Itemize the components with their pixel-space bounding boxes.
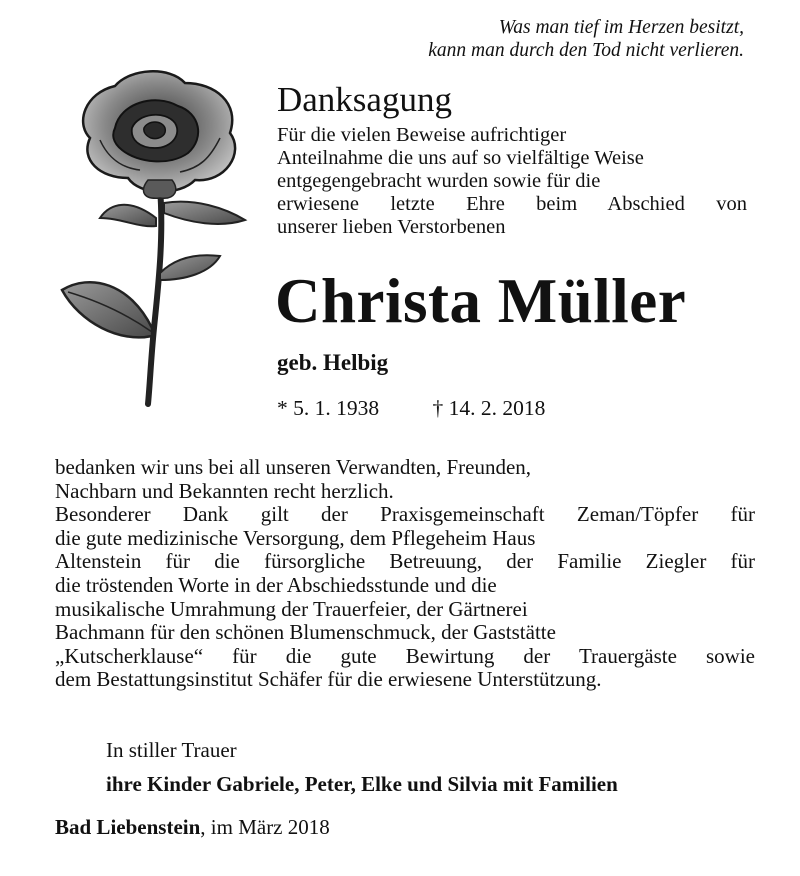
place-and-date bbox=[55, 815, 330, 840]
body-line: Bachmann für den schönen Blumenschmuck, der Gaststätte bbox=[55, 620, 556, 645]
body-line: die gute medizinische Versorgung, dem Pflegeheim Haus bbox=[55, 525, 536, 550]
body-line: die tröstenden Worte in der Abschiedsstunde und die bbox=[55, 572, 497, 597]
place-date: , im März 2018 bbox=[200, 815, 330, 839]
mourning-family: ihre Kinder Gabriele, Peter, Elke und Silvia mit Familien bbox=[106, 772, 618, 796]
intro-line: Für die vielen Beweise aufrichtiger bbox=[277, 124, 567, 146]
intro-line: entgegengebracht wurden sowie für die bbox=[277, 170, 601, 192]
motto-line: kann man durch den Tod nicht verlieren. bbox=[428, 40, 744, 61]
maiden-name: geb. Helbig bbox=[277, 350, 389, 375]
intro-line: Anteilnahme die uns auf so vielfältige Weise bbox=[277, 147, 644, 169]
body-line: Nachbarn und Bekannten recht herzlich. bbox=[55, 478, 394, 503]
intro-text bbox=[277, 124, 747, 239]
motto-quote bbox=[324, 16, 744, 62]
motto-line: Was man tief im Herzen besitzt, bbox=[498, 17, 744, 38]
place-town: Bad Liebenstein bbox=[55, 815, 201, 839]
mourning-label: In stiller Trauer bbox=[106, 738, 237, 762]
body-line: musikalische Umrahmung der Trauerfeier, der Gärtnerei bbox=[55, 596, 528, 621]
heading-danksagung: Danksagung bbox=[277, 80, 452, 119]
body-line: Besonderer Dank gilt der Praxisgemeinschaft Zeman/Töpfer für bbox=[55, 502, 755, 527]
birth-date: * 5. 1. 1938 bbox=[277, 396, 380, 420]
intro-line: unserer lieben Verstorbenen bbox=[277, 216, 506, 238]
death-date: † 14. 2. 2018 bbox=[432, 396, 546, 420]
thanks-body bbox=[55, 456, 755, 692]
rose-icon bbox=[60, 68, 260, 408]
body-line: „Kutscherklause“ für die gute Bewirtung der Trauergäste sowie bbox=[55, 643, 755, 668]
body-line: bedanken wir uns bei all unseren Verwandten, Freunden, bbox=[55, 455, 532, 479]
deceased-name: Christa Müller bbox=[275, 266, 687, 336]
body-line: Altenstein für die fürsorgliche Betreuung, der Familie Ziegler für bbox=[55, 549, 755, 574]
life-dates bbox=[277, 396, 545, 421]
intro-line: erwiesene letzte Ehre beim Abschied von bbox=[277, 193, 747, 215]
body-line: dem Bestattungsinstitut Schäfer für die erwiesene Unterstützung. bbox=[55, 667, 602, 692]
